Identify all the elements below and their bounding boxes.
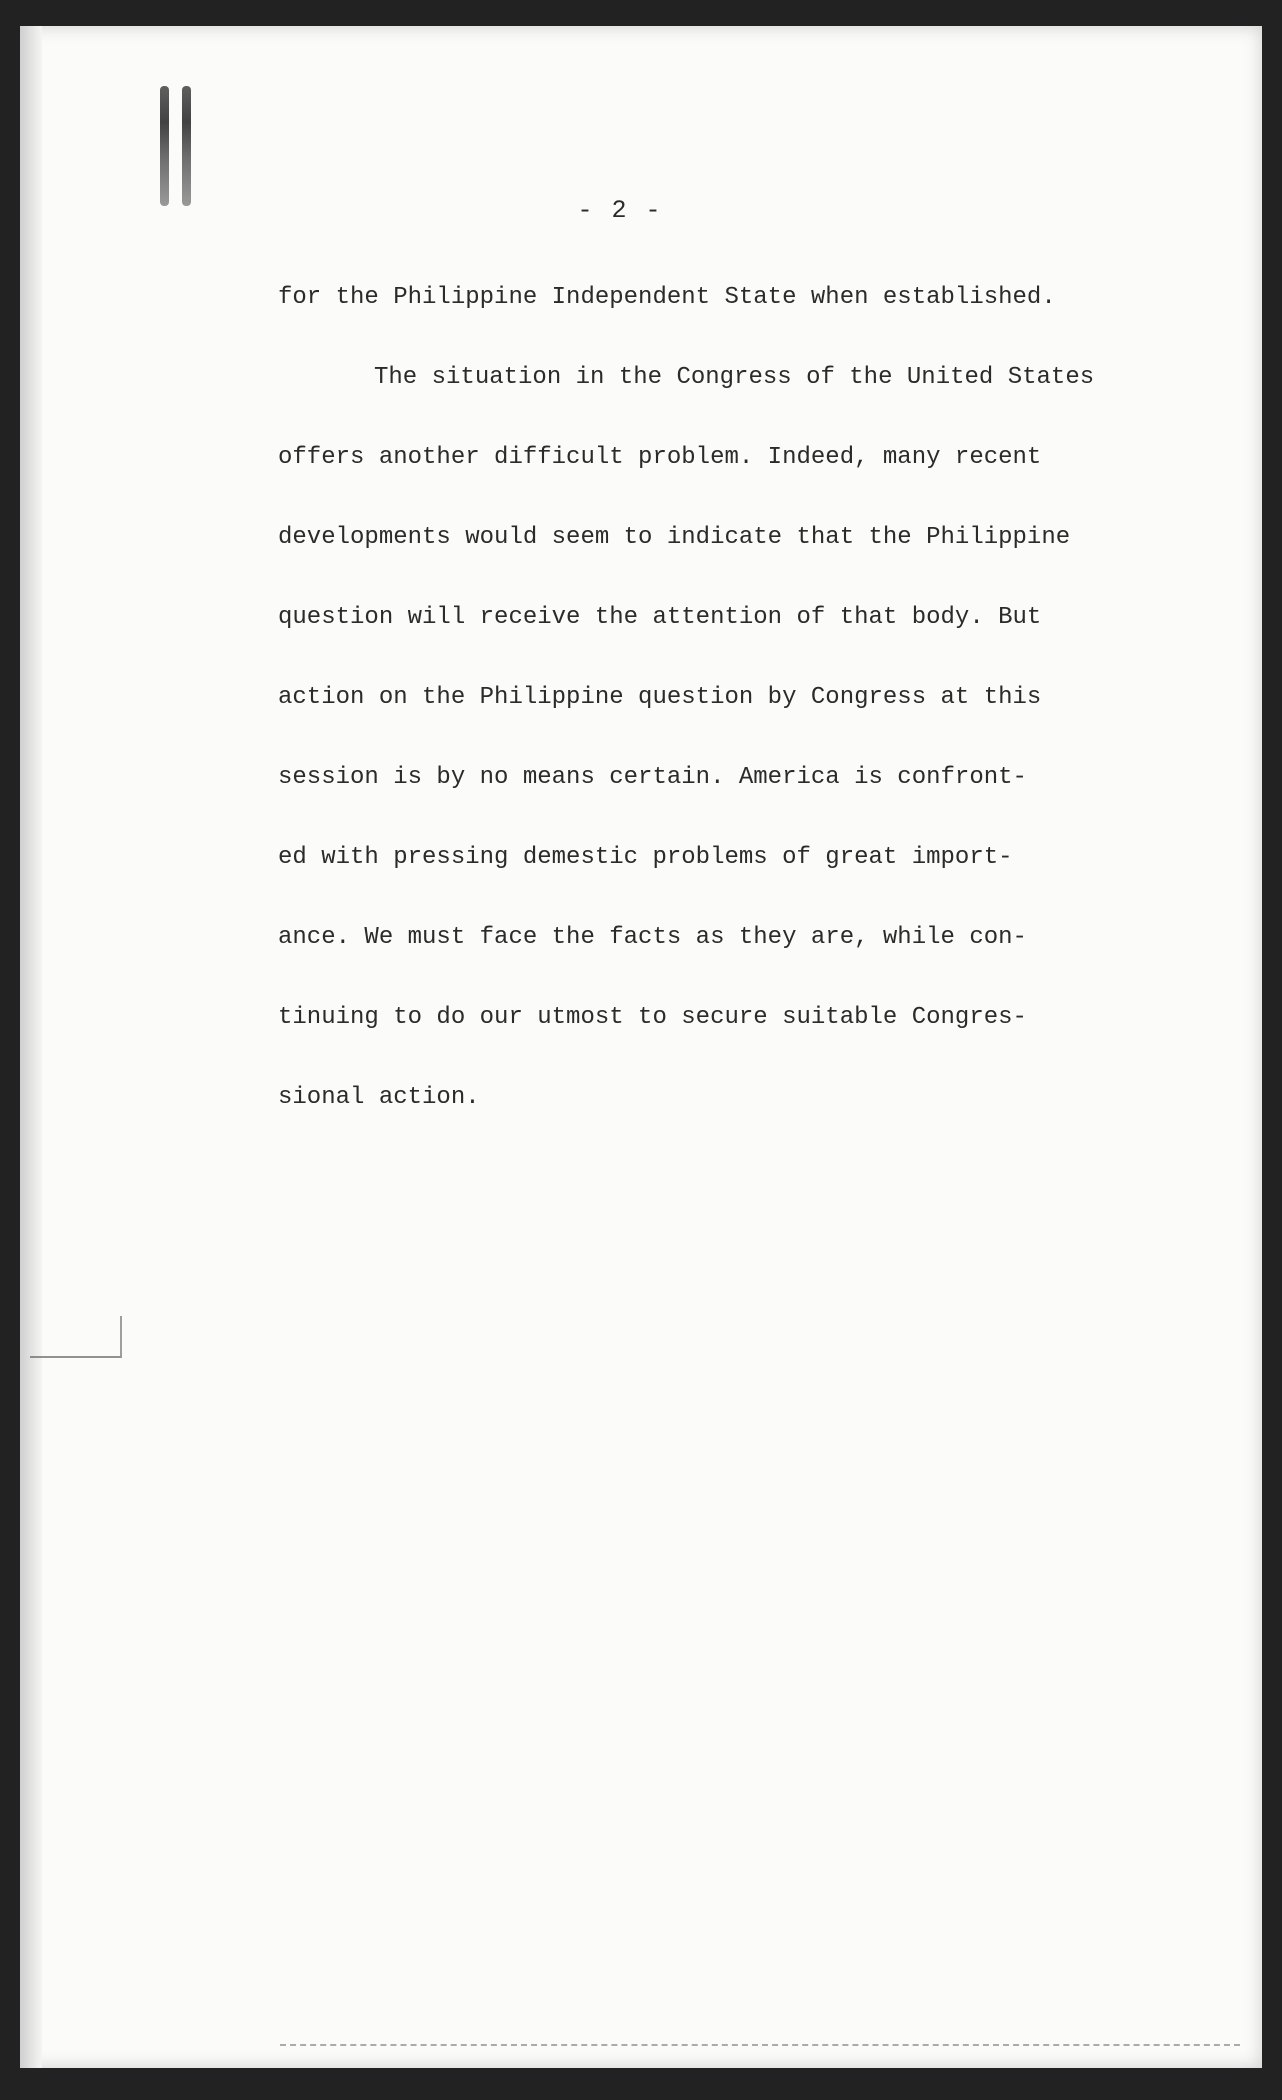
text-line: tinuing to do our utmost to secure suitable Congres- [278, 1004, 1027, 1031]
text-line: session is by no means certain. America is confront- [278, 764, 1027, 791]
text-line: question will receive the attention of that body. But [278, 604, 1042, 631]
torn-bottom-edge [280, 2044, 1240, 2068]
text-line: action on the Philippine question by Congress at this [278, 684, 1042, 711]
paper-edge-shadow [20, 26, 42, 2068]
page-number: - 2 - [577, 196, 663, 225]
text-line: ance. We must face the facts as they are, while con- [278, 924, 1027, 951]
binding-mark [182, 86, 191, 206]
text-line: sional action. [278, 1084, 480, 1111]
body-text [278, 278, 1168, 1158]
text-line: for the Philippine Independent State when established. [278, 284, 1056, 311]
binding-mark [160, 86, 169, 206]
binding-marks [138, 86, 198, 216]
text-line: The situation in the Congress of the United States [374, 364, 1095, 391]
text-line: ed with pressing demestic problems of great import- [278, 844, 1013, 871]
text-line: offers another difficult problem. Indeed, many recent [278, 444, 1042, 471]
text-line: developments would seem to indicate that the Philippine [278, 524, 1071, 551]
margin-pencil-mark [30, 1316, 122, 1358]
